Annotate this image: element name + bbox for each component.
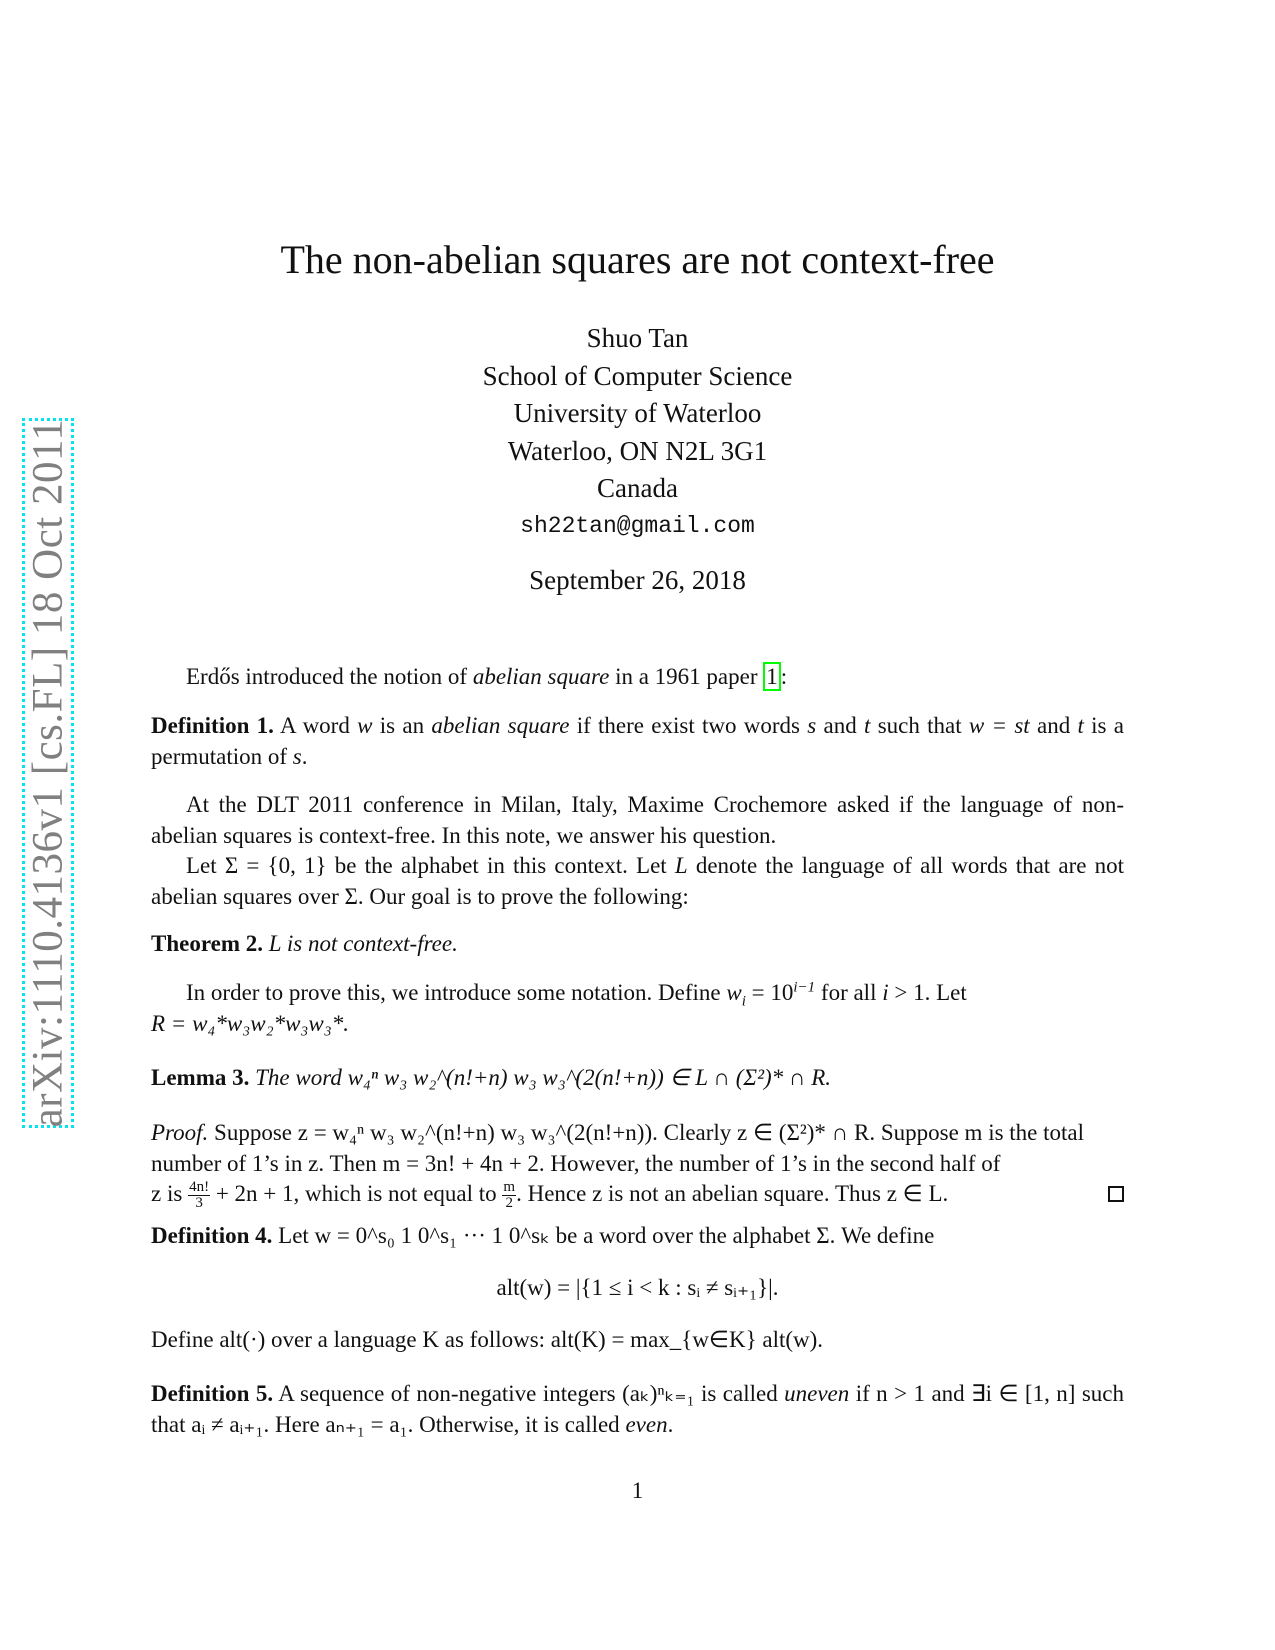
math-equation: R = w₄*w₃w₂*w₃w₃*. [151, 1011, 350, 1036]
math-var: i [882, 980, 889, 1005]
definition-text: A sequence of non-negative integers (aₖ)ⁿₖ₌₁ is called [278, 1381, 785, 1406]
math-subscript: i [741, 993, 746, 1010]
paragraph-text: = 10 [745, 980, 794, 1005]
term-uneven: uneven [784, 1381, 850, 1406]
intro-text: Erdős introduced the notion of [186, 664, 473, 689]
definition-text: . [301, 743, 308, 769]
proof-block [151, 1118, 1124, 1211]
lemma-3 [151, 1063, 1124, 1094]
proof-line [151, 1118, 1124, 1149]
proof-text: z is [151, 1181, 183, 1206]
definition-text: such that [870, 713, 969, 738]
definition-text: if n > 1 and ∃i ∈ [1, n] such that aᵢ ≠ aᵢ₊₁. Here aₙ₊₁ = a₁. Otherwise, it is called [151, 1381, 1125, 1437]
intro-text: : [780, 664, 788, 689]
paper-date: September 26, 2018 [529, 565, 746, 595]
author-name: Shuo Tan [586, 323, 689, 353]
dlt-paragraph: At the DLT 2011 conference in Milan, Italy, Maxime Crochemore asked if the language of non-abelian squares is context-free. In this note, we answer his question. [151, 792, 1124, 848]
definition-label: Definition 5. [151, 1381, 274, 1406]
math-equation: w = st [968, 713, 1030, 738]
proof-line [151, 1179, 1124, 1211]
definition-text: Let w = 0^s₀ 1 0^s₁ ··· 1 0^sₖ be a word over the alphabet Σ. We define [278, 1223, 935, 1248]
page-number: 1 [631, 1478, 644, 1503]
citation-link[interactable]: 1 [763, 662, 781, 691]
alt-language-definition: Define alt(·) over a language K as follows: alt(K) = max_{w∈K} alt(w). [151, 1327, 824, 1352]
alt-display-equation: alt(w) = |{1 ≤ i < k : sᵢ ≠ sᵢ₊₁}|. [496, 1275, 779, 1300]
fraction-numerator: m [503, 1179, 516, 1196]
proof-text: + 2n + 1, which is not equal to [215, 1181, 497, 1206]
affiliation-line: Canada [597, 473, 678, 503]
author-email[interactable]: sh22tan@gmail.com [520, 512, 755, 539]
term-abelian-square: abelian square [431, 713, 570, 738]
definition-text: . [667, 1411, 674, 1437]
paragraph-text: In order to prove this, we introduce some notation. Define [186, 980, 727, 1005]
intro-paragraph [151, 662, 1124, 693]
proof-line: number of 1’s in z. Then m = 3n! + 4n + 2. However, the number of 1’s in the second half of [151, 1150, 1001, 1176]
definition-text: and [816, 713, 865, 738]
definition-text: is a permutation of [151, 713, 1124, 769]
math-var: L [674, 853, 688, 878]
fraction-numerator: 4n! [189, 1179, 210, 1196]
paragraph-text: > 1. Let [888, 980, 967, 1005]
definition-text: A word [273, 713, 358, 738]
theorem-2 [151, 929, 1124, 960]
definition-label: Definition 1. [151, 713, 274, 738]
affiliation-line: University of Waterloo [513, 398, 762, 428]
definition-1 [151, 711, 1124, 772]
paragraph-text: for all [815, 980, 883, 1005]
proof-text: Suppose z = w₄ⁿ w₃ w₂^(n!+n) w₃ w₃^(2(n!+n)). Clearly z ∈ (Σ²)* ∩ R. Suppose m is the total [214, 1120, 1085, 1145]
fraction [502, 1180, 516, 1211]
definition-text: if there exist two words [569, 713, 808, 738]
affiliation-line: School of Computer Science [482, 360, 793, 391]
paragraph-text: denote the language of all words that are not abelian squares over Σ. Our goal is to prove the following: [151, 853, 1124, 909]
paper-title: The non-abelian squares are not context-free [280, 237, 995, 282]
term-abelian-square: abelian square [472, 664, 610, 689]
author-block [0, 320, 1275, 545]
lemma-label: Lemma 3. [151, 1065, 250, 1090]
fraction-denominator: 3 [195, 1195, 203, 1212]
definition-text: and [1029, 713, 1078, 738]
math-var: w [726, 980, 742, 1005]
fraction-denominator: 2 [505, 1195, 513, 1212]
fraction [188, 1180, 210, 1211]
proof-label: Proof. [151, 1120, 209, 1145]
paragraph-text: Let Σ = {0, 1} be the alphabet in this context. Let [186, 853, 675, 878]
definition-5 [151, 1379, 1124, 1440]
affiliation-line: Waterloo, ON N2L 3G1 [507, 435, 768, 466]
definition-4 [151, 1221, 1124, 1252]
qed-square-icon [1108, 1186, 1124, 1202]
intro-text: in a 1961 paper [609, 664, 764, 689]
math-var: t [864, 713, 871, 738]
math-var: w [357, 713, 373, 738]
sigma-paragraph [151, 851, 1124, 912]
math-var: s [292, 743, 302, 769]
term-even: even [625, 1411, 668, 1437]
theorem-label: Theorem 2. [151, 931, 264, 956]
math-var: t [1077, 713, 1084, 738]
r-definition [151, 1009, 1124, 1040]
arxiv-identifier: arXiv:1110.4136v1 [cs.FL] 18 Oct 2011 [24, 418, 72, 1128]
math-exponent: i−1 [793, 979, 816, 996]
proof-text: . Hence z is not an abelian square. Thus z ∈ L. [516, 1181, 949, 1206]
lemma-text: The word [255, 1065, 342, 1090]
theorem-statement: L is not context-free. [268, 931, 458, 956]
definition-text: is an [372, 713, 432, 738]
definition-label: Definition 4. [151, 1223, 273, 1248]
notation-paragraph [151, 978, 1124, 1009]
math-var: s [807, 713, 817, 738]
lemma-formula: w₄ⁿ w₃ w₂^(n!+n) w₃ w₃^(2(n!+n)) ∈ L ∩ (Σ²)* ∩ R. [347, 1065, 832, 1090]
